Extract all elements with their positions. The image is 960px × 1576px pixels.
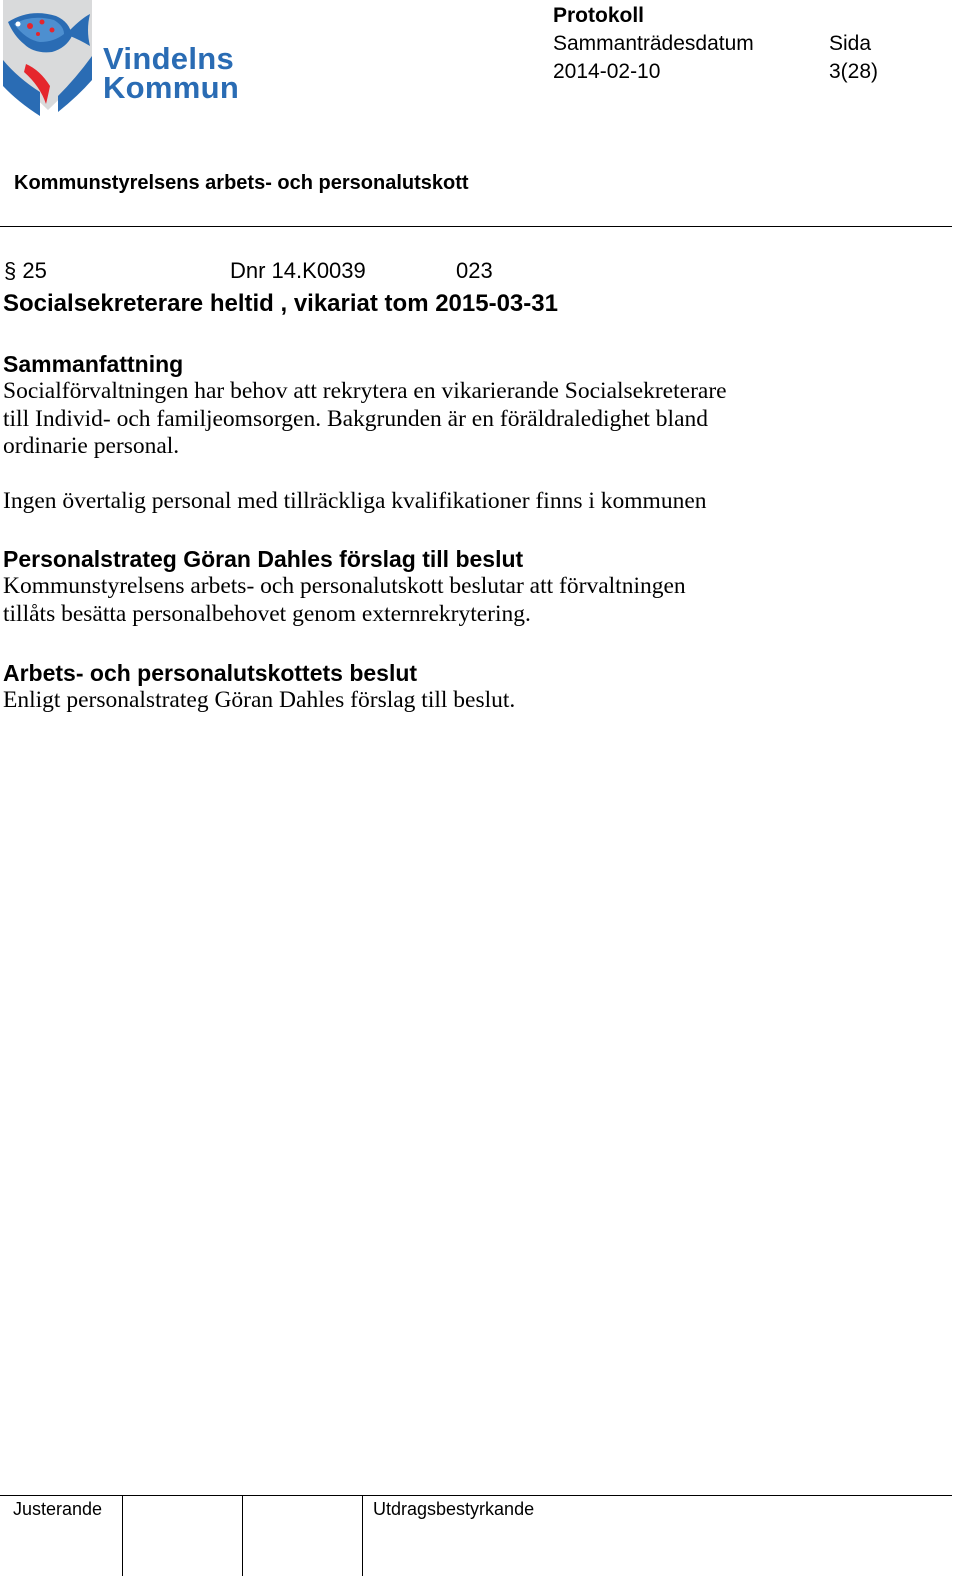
municipality-logo (0, 0, 245, 116)
item-reference (4, 258, 493, 284)
proposal-section (3, 545, 853, 628)
document-type: Protokoll (553, 4, 645, 27)
summary-text (3, 378, 853, 461)
summary-line: Socialförvaltningen har behov att rekrytera en vikarierande Socialsekreterare (3, 378, 727, 404)
fish-emblem-icon (0, 0, 100, 116)
summary-heading: Sammanfattning (3, 351, 184, 377)
summary-extra: Ingen övertalig personal med tillräckliga kvalifikationer finns i kommunen (3, 488, 707, 514)
signature-box-divider (362, 1496, 363, 1576)
logo-line-2: Kommun (103, 70, 240, 105)
summary-line: till Individ- och familjeomsorgen. Bakgrunden är en föräldraledighet bland (3, 405, 709, 432)
signature-box-divider (122, 1496, 123, 1576)
justerande-label: Justerande (13, 1499, 103, 1519)
meeting-date: 2014-02-10 (553, 60, 661, 83)
meta-values-row (553, 58, 878, 86)
logo-line-1: Vindelns (103, 41, 235, 76)
proposal-line: Kommunstyrelsens arbets- och personalutskott beslutar att förvaltningen (3, 573, 686, 599)
proposal-line: tillåts besätta personalbehovet genom externrekrytering. (3, 600, 531, 627)
diary-number: Dnr 14.K0039 (230, 258, 366, 283)
item-title: Socialsekreterare heltid , vikariat tom 2015-03-31 (3, 290, 558, 317)
logo-wordmark (103, 41, 240, 105)
committee-name: Kommunstyrelsens arbets- och personalutskott (14, 172, 469, 194)
summary-section (3, 350, 853, 461)
footer-divider (0, 1495, 952, 1496)
page-number: 3(28) (829, 60, 879, 83)
utdragsbestyrkande-label: Utdragsbestyrkande (373, 1499, 535, 1519)
document-meta (553, 2, 878, 86)
classification-code: 023 (456, 258, 493, 283)
summary-line: ordinarie personal. (3, 433, 180, 459)
meta-labels-row (553, 30, 878, 58)
decision-text: Enligt personalstrateg Göran Dahles förslag till beslut. (3, 687, 516, 713)
date-label: Sammanträdesdatum (553, 32, 754, 55)
header-divider (0, 226, 952, 227)
proposal-heading: Personalstrateg Göran Dahles förslag till beslut (3, 546, 524, 572)
signature-box-divider (242, 1496, 243, 1576)
page-label: Sida (829, 32, 872, 55)
proposal-text (3, 573, 853, 628)
decision-section (3, 659, 853, 715)
paragraph-number: § 25 (4, 258, 47, 283)
decision-heading: Arbets- och personalutskottets beslut (3, 660, 418, 686)
